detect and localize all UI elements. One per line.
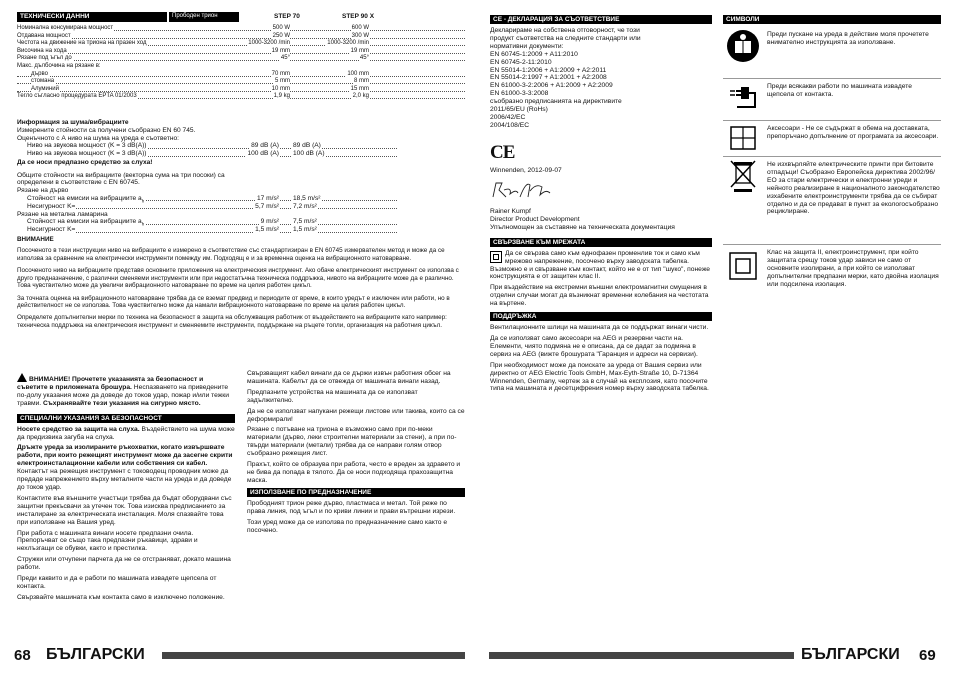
usage-p1: Прободният трион реже дърво, пластмаса и метал. Той реже по права линия, под ъгъл и по криви линии и прави вътрешни изрези. [247, 499, 456, 515]
vibration-row [17, 203, 397, 211]
spec-label: Макс. дълбочина на рязане в: [17, 62, 101, 69]
spec-value-1: 250 W [272, 32, 290, 39]
spec-value-2: 19 mm [350, 47, 369, 54]
warning-box [17, 373, 235, 408]
spec-row [17, 33, 465, 41]
model-2: STEP 90 X [342, 13, 375, 21]
vibration-wood-label: Рязане на дърво [17, 187, 69, 195]
safety-p1: Въздействието на шума може да предизвика загуба на слуха. [17, 425, 235, 441]
maint-p2: Да се използват само аксесоари на AEG и резервни части на. Елементи, чиято подмяна не е описана, да се дадат за подмяна в сервиз на AEG (вижте брошурата "Гаранция и адреси на сервизи). [490, 334, 698, 358]
spec-row [17, 55, 465, 63]
ce-line: 2011/65/EU (RoHs) [490, 106, 548, 114]
safety-p2: Контактът на режещия инструмент с тоководещ проводник може да предаде напрежението върху металните части на уреда и да доведе до токов удар. [17, 468, 232, 491]
noise-label: Ниво на звукова мощност (K = 3 dB(A)) [27, 150, 147, 158]
ce-line: Декларираме на собствена отговорност, че този [490, 27, 640, 34]
mains-heading: СВЪРЗВАНЕ КЪМ МРЕЖАТА [490, 238, 712, 247]
warning-icon [17, 373, 27, 382]
mains-p2: При въздействие на екстремни външни електромагнитни смущения в отделни случаи могат да възникнат временни колебания на честотата на въртене. [490, 284, 709, 308]
spec-label: дърво [31, 70, 48, 77]
signatory-role: Director Product Development [490, 215, 580, 223]
noise-value-2: 100 dB (A) [247, 150, 279, 158]
spec-title: ТЕХНИЧЕСКИ ДАННИ [17, 12, 167, 22]
warning-bold: ВНИМАНИЕ! Прочетете указанията за безопасност и съветите в приложената брошура. [17, 376, 204, 391]
vibration-value-1: 7,2 m/s² [293, 202, 317, 210]
safety-p5: Стружки или отчупени парчета да не се отстраняват, докато машина работи. [17, 556, 231, 572]
vibration-value-1: 18,5 m/s² [293, 194, 321, 202]
spec-row [17, 78, 465, 86]
noise-row [17, 142, 397, 150]
symbols-list [723, 27, 941, 305]
ce-heading: CE - ДЕКЛАРАЦИЯ ЗА СЪОТВЕТСТВИЕ [490, 15, 712, 24]
spec-row [17, 86, 465, 94]
safety-heading: СПЕЦИАЛНИ УКАЗАНИЯ ЗА БЕЗОПАСНОСТ [17, 414, 235, 423]
vibration-metal-label: Рязане на метална ламарина [17, 210, 108, 218]
vibration-value-2: 17 m/s² [257, 194, 279, 202]
ce-line: 2006/42/EC [490, 113, 526, 121]
spec-value-2: 2,0 kg [352, 93, 369, 100]
noise-heading: Информация за шума/вибрациите [17, 119, 129, 126]
noise-row [17, 150, 397, 158]
spec-value-1: 1000-3200 /min [248, 40, 290, 47]
ce-line: EN 55014-1:2006 + A1:2009 + A2:2011 [490, 66, 607, 74]
noise-value-1: 100 dB (A) [293, 150, 325, 158]
attention-p3: За точната оценка на вибрационното натоварване трябва да се вземат предвид и периодите от време, в които уредът е изключен или работи, но в действителност не се използва. Това чувствително може да намали вибрационното натоварване по време на целия работен цикъл. [17, 294, 450, 309]
symbols-heading: СИМВОЛИ [723, 15, 941, 24]
vibration-value-2: 1,5 m/s² [255, 226, 279, 234]
vibration-wood-table [17, 195, 397, 211]
spec-row [17, 63, 465, 71]
spec-value-2: 45° [359, 55, 369, 62]
attention-p2: Посоченото ниво на вибрациите представя основните приложения на електрическия инструмент. Ако обаче електрическият инструмент се използва с друго предназначение, с различни сменяеми инструменти или при недостатъчна техническа поддръжка, нивото на вибрациите може да е различно. Това чувствително може да увеличи вибрационното натоварване по време на целия работен цикъл. [17, 267, 459, 290]
language-label: БЪЛГАРСКИ [46, 646, 145, 663]
ce-section [490, 15, 712, 396]
symbol-text: Клас на защита II, електроинструмент, при който защитата срещу токов удар зависи не само от основните изолирани, а при който се използват допълнителни предпазни мерки, като двойна изолация или подсилена изолация. [767, 249, 939, 288]
safety-r2: Предпазните устройства на машината да се използват задължително. [247, 388, 418, 404]
read-manual-icon [723, 27, 763, 78]
safety-r1: Свързващият кабел винаги да се държи извън работния обсег на машината. Кабелът да се отвежда от машината винаги назад. [247, 370, 451, 385]
spec-header [17, 12, 465, 22]
usage-heading: ИЗПОЛЗВАНЕ ПО ПРЕДНАЗНАЧЕНИЕ [247, 488, 465, 497]
symbol-text: Преди всякакви работи по машината извадете щепсела от контакта. [767, 83, 912, 98]
accessory-icon [723, 121, 763, 156]
vibration-value-2: 5,7 m/s² [255, 202, 279, 210]
safety-column-2 [247, 370, 465, 537]
spec-label: Алуминий [31, 85, 59, 92]
vibration-row [17, 195, 397, 203]
vibration-label: Несигурност K= [27, 202, 76, 210]
spec-value-1: 1,9 kg [273, 93, 290, 100]
vibration-row [17, 218, 397, 226]
spec-section [17, 12, 465, 101]
maintenance-heading: ПОДДРЪЖКА [490, 312, 712, 321]
noise-line2: Оценъчното с А ниво на шума на уреда е съответно: [17, 134, 179, 142]
noise-value-2: 89 dB (A) [251, 142, 279, 150]
noise-table [17, 142, 397, 158]
vibration-row [17, 226, 397, 234]
warning-keep: Съхранявайте тези указания на сигурно място. [43, 399, 201, 407]
safety-r4: Рязане с потъване на триона е възможно само при по-меки материали (дърво, леки строителни материали за стени), а при по-твърди материали (метали) трябва да се направи голям отвор съобразно режещия лист. [247, 426, 457, 458]
page-number: 68 [14, 647, 31, 664]
warning-text: Неспазването на приведените по-долу указания може да доведе до токов удар, пожар и/или тежки травми. [17, 383, 229, 407]
attention-p1: Посоченото в тези инструкции ниво на вибрациите е измерено в съответствие със стандартизиран в EN 60745 измервателен метод и може да се използва за сравнение на електрически инструменти помежду им. Подходящ е и за временна оценка на вибрационното натоварване. [17, 247, 445, 262]
spec-row [17, 25, 465, 33]
ear-protection-note: Да се носи предпазно средство за слуха! [17, 158, 153, 166]
vibration-label: Несигурност K= [27, 226, 76, 234]
spec-value-2: 15 mm [350, 85, 369, 92]
spec-value-2: 300 W [351, 32, 369, 39]
maint-p3: При необходимост може да поискате за уреда от Вашия сервиз или директно от AEG Electric Tools GmbH, Max-Eyth-Straße 10, D-71364 Winnenden, Germany, чертеж за в случай на експлозия, като посочите типа на машината и десетцифрения номер върху заводската табелка. [490, 361, 709, 393]
safety-p3: Контактите във външните участъци трябва да бъдат оборудвани със защитни прекъсвачи за утечен ток. Това изисква предписанието за инсталиране за електрическата инсталация. Моля спазвайте това при използване на Вашия уред. [17, 494, 232, 526]
spec-value-1: 500 W [272, 25, 290, 31]
symbol-text: Не изхвърляйте електрическите принти при битовите отпадъци! Съобразно Европейска директива 2002/96/ЕО за стари електрически и електронни уреди и нейното реализиране в националното законодателство изхабените електроинструменти трябва да се събират отделно и да се предават в пункт за екологосъобразно рециклиране. [767, 161, 940, 216]
signature-image [490, 179, 560, 203]
ce-line: EN 61000-3-2:2006 + A1:2009 + A2:2009 [490, 82, 613, 90]
footer-bar [489, 652, 794, 659]
symbol-row [723, 245, 941, 305]
spec-row [17, 40, 465, 48]
ce-line: нормативни документи: [490, 42, 564, 50]
spec-label: Отдавана мощност [17, 32, 71, 39]
footer-bar [162, 652, 465, 659]
safety-r5: Прахът, който се образува при работа, често е вреден за здравето и не бива да попада в тялото. Да се носи подходяща прахозащитна маска. [247, 461, 461, 484]
right-page [477, 0, 954, 677]
mains-p1: Да се свързва само към еднофазен променлив ток и само към мрежово напрежение, посочено върху заводската табелка. Възможно е и свързване към контакт, който не е от тип "шуко", понеже конструкцията е от защитен клас II. [490, 249, 711, 281]
class-ii-small-icon [490, 251, 502, 263]
safety-p6: Преди каквито и да е работи по машината извадете щепсела от контакта. [17, 575, 217, 590]
vibration-metal-table [17, 218, 397, 234]
spec-label: Номинална консумирана мощност [17, 25, 114, 31]
vibration-value-1: 7,5 m/s² [293, 218, 317, 226]
spec-row [17, 48, 465, 56]
ce-mark: CE [490, 141, 515, 163]
spec-value-2: 600 W [351, 25, 369, 31]
spec-label: стомана [31, 78, 55, 85]
attention-section [17, 236, 464, 332]
spec-row [17, 71, 465, 79]
symbol-row [723, 27, 941, 79]
safety-r3: Да не се използват напукани режещи листове или такива, които са се деформирали! [247, 407, 465, 423]
ce-line: съобразно предписанията на директивите [490, 98, 622, 106]
ce-lines [490, 27, 712, 130]
noise-section [17, 119, 397, 234]
noise-line1: Измерените стойности са получени съобразно EN 60 745. [17, 126, 196, 134]
spec-value-1: 70 mm [271, 70, 290, 77]
model-1: STEP 70 [274, 13, 300, 21]
ce-line: EN 61000-3-3:2008 [490, 90, 549, 98]
left-footer [14, 647, 465, 665]
usage-p2: Този уред може да се използва по предназначение само както е посочено. [247, 518, 448, 534]
safety-column [17, 373, 235, 605]
symbol-text: Преди пускане на уреда в действие моля прочетете внимателно инструкцията за използване. [767, 31, 929, 46]
symbol-row [723, 79, 941, 121]
vibration-value-1: 1,5 m/s² [293, 226, 317, 234]
safety-p1-bold: Носете средство за защита на слуха. [17, 425, 140, 433]
ce-line: продукт съответства на следните стандарти или [490, 34, 641, 42]
spec-value-1: 19 mm [271, 47, 290, 54]
spec-label: Честота на движение на триона на празен ход [17, 40, 147, 47]
spec-row [17, 93, 465, 101]
safety-p7: Свързвайте машината към контакта само в изключено положение. [17, 593, 225, 601]
spec-label: Височина на хода [17, 47, 67, 54]
spec-value-1: 45° [280, 55, 290, 62]
symbols-section [723, 15, 941, 305]
ce-line: EN 60745-2-11:2010 [490, 58, 552, 66]
safety-p2-bold: Дръжте уреда за изолираните ръкохватки, когато извършвате работи, при които режещият инструмент може да засегне скрити електроинсталационни кабели или собствения си кабел. [17, 444, 233, 468]
vibration-intro: Общите стойности на вибрациите (векторна сума на три посоки) са определени в съответствие с EN 60745. [17, 171, 225, 187]
ce-line: EN 55014-2:1997 + A1:2001 + A2:2008 [490, 74, 607, 82]
noise-label: Ниво на звукова мощност (K = 3 dB(A)) [27, 142, 147, 150]
spec-value-1: 5 mm [275, 78, 290, 85]
symbol-row [723, 121, 941, 157]
spec-value-2: 100 mm [347, 70, 369, 77]
spec-value-2: 8 mm [354, 78, 369, 85]
spec-label: Тегло съгласно процедурата EPTA 01/2003 [17, 93, 137, 100]
spec-subtitle: Прободен трион [169, 12, 239, 21]
right-footer [489, 647, 942, 665]
spec-value-1: 10 mm [271, 85, 290, 92]
maint-p1: Вентилационните шлици на машината да се поддържат винаги чисти. [490, 324, 709, 332]
weee-bin-icon [723, 157, 763, 244]
ce-line: 2004/108/EC [490, 121, 530, 129]
vibration-value-2: 9 m/s² [260, 218, 279, 226]
vibration-label: Стойност на емисии на вибрациите $a_h$ [27, 218, 145, 227]
ce-place-date: Winnenden, 2012-09-07 [490, 167, 562, 175]
spec-table [17, 25, 465, 101]
spec-label: Рязане под ъгъл до [17, 55, 72, 62]
safety-p4: При работа с машината винаги носете предпазни очила. Препоръчват се също така предпазни ръкавици, здрави и нехлъзгащи се обувки, както и престилка. [17, 529, 198, 553]
signatory-name: Rainer Kumpf [490, 208, 531, 215]
attention-p4: Определете допълнителни мерки по техника на безопасност в защита на обслужващия работник от въздействието на вибрациите като например: техническа поддръжка на електрическия инструмент и сменяемите инструменти, поддържане на ръцете топли, организация на работния цикъл. [17, 314, 447, 329]
noise-value-1: 89 dB (A) [293, 142, 321, 150]
unplug-icon [723, 79, 763, 120]
page-number: 69 [919, 647, 936, 664]
ce-line: EN 60745-1:2009 + A11:2010 [490, 50, 578, 58]
symbol-row [723, 157, 941, 245]
attention-heading: ВНИМАНИЕ [17, 236, 54, 243]
class-ii-icon [723, 245, 763, 305]
symbol-text: Аксесоари - Не се съдържат в обема на доставката, препоръчано допълнение от програмата за аксесоари. [767, 125, 939, 140]
spec-value-2: 1000-3200 /min [327, 40, 369, 47]
vibration-label: Стойност на емисии на вибрациите $a_h$ [27, 194, 145, 204]
language-label: БЪЛГАРСКИ [801, 646, 900, 663]
authorised-note: Упълномощен за съставяне на техническата документация [490, 223, 675, 231]
